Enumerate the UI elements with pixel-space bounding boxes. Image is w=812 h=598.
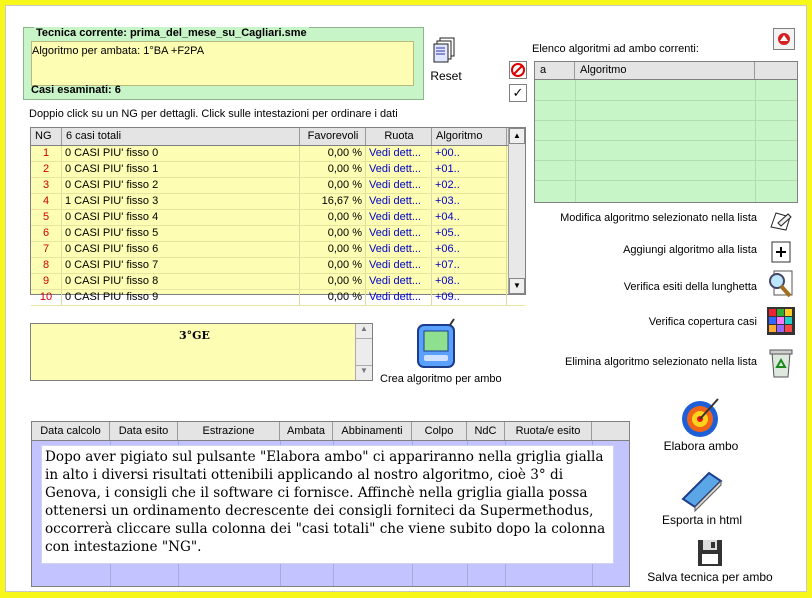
algorithm-description: Algoritmo per ambata: 1°BA +F2PA <box>32 45 205 57</box>
grid-row[interactable] <box>31 258 525 274</box>
algoritmo-cell: +09.. <box>432 290 507 305</box>
header-favorevoli[interactable]: Favorevoli <box>300 128 366 145</box>
esporta-html-button[interactable] <box>654 467 750 527</box>
favorevoli-cell: 0,00 % <box>300 146 366 161</box>
stop-button[interactable] <box>509 61 527 79</box>
list-header-algoritmo[interactable]: Algoritmo <box>575 62 755 79</box>
up-icon <box>774 29 794 49</box>
ng-cell[interactable]: 4 <box>31 194 62 209</box>
algorithm-list[interactable] <box>534 61 798 203</box>
algoritmo-cell: +08.. <box>432 274 507 289</box>
grid-row[interactable] <box>31 162 525 178</box>
scroll-down-icon[interactable]: ▼ <box>356 365 372 380</box>
favorevoli-cell: 0,00 % <box>300 258 366 273</box>
algoritmo-cell: +07.. <box>432 258 507 273</box>
casi-cell: 0 CASI PIU' fisso 0 <box>62 146 300 161</box>
favorevoli-cell: 0,00 % <box>300 242 366 257</box>
verify-outcomes-button[interactable] <box>766 269 796 299</box>
modify-algorithm-label: Modifica algoritmo selezionato nella lista <box>560 212 757 224</box>
verify-coverage-button[interactable] <box>766 306 796 336</box>
check-icon: ✓ <box>512 85 524 100</box>
create-algorithm-label: Crea algoritmo per ambo <box>380 373 502 385</box>
delete-algorithm-label: Elimina algoritmo selezionato nella lista <box>565 356 757 368</box>
casi-cell: 0 CASI PIU' fisso 9 <box>62 290 300 305</box>
casi-cell: 0 CASI PIU' fisso 2 <box>62 178 300 193</box>
header-colpo[interactable]: Colpo <box>412 422 467 440</box>
ruota-cell[interactable]: Vedi dett... <box>366 258 432 273</box>
header-data-calcolo[interactable]: Data calcolo <box>32 422 110 440</box>
header-abbinamenti[interactable]: Abbinamenti <box>333 422 412 440</box>
grid-row[interactable] <box>31 210 525 226</box>
current-technique-group <box>23 27 424 100</box>
header-estrazione[interactable]: Estrazione <box>178 422 280 440</box>
favorevoli-cell: 0,00 % <box>300 162 366 177</box>
ruota-cell[interactable]: Vedi dett... <box>366 210 432 225</box>
delete-algorithm-button[interactable] <box>766 347 796 377</box>
algoritmo-cell: +01.. <box>432 162 507 177</box>
algorithm-text <box>31 41 414 86</box>
ruota-cell[interactable]: Vedi dett... <box>366 146 432 161</box>
ng-cell[interactable]: 5 <box>31 210 62 225</box>
ng-cell[interactable]: 10 <box>31 290 62 305</box>
grid-hint: Doppio click su un NG per dettagli. Click sulle intestazioni per ordinare i dati <box>29 108 398 120</box>
target-icon <box>678 395 724 439</box>
algoritmo-cell: +03.. <box>432 194 507 209</box>
up-button[interactable] <box>773 28 795 50</box>
algoritmo-cell: +04.. <box>432 210 507 225</box>
ruota-cell[interactable]: Vedi dett... <box>366 274 432 289</box>
ruota-cell[interactable]: Vedi dett... <box>366 290 432 305</box>
header-casi-totali[interactable]: 6 casi totali <box>62 128 300 145</box>
ng-cell[interactable]: 7 <box>31 242 62 257</box>
reset-icon <box>433 36 459 64</box>
ruota-cell[interactable]: Vedi dett... <box>366 178 432 193</box>
stop-icon <box>510 62 526 78</box>
scroll-up-icon[interactable]: ▲ <box>356 324 372 339</box>
algoritmo-cell: +06.. <box>432 242 507 257</box>
algorithm-list-label: Elenco algoritmi ad ambo correnti: <box>532 43 699 55</box>
grid-row[interactable] <box>31 290 525 306</box>
verify-outcomes-label: Verifica esiti della lunghetta <box>623 281 757 293</box>
algorithm-input-text: 3°GE <box>179 329 210 342</box>
algoritmo-cell: +05.. <box>432 226 507 241</box>
tutorial-note: Dopo aver pigiato sul pulsante "Elabora ambo" ci appariranno nella griglia gialla in alto i diversi risultati ottenibili applicando al nostro algoritmo, cioè 3° di Genova, i consigli che il software ci fornisce. Affinchè nella griglia gialla possa ottenersi un ordinamento decrescente dei consigli forniteci da Supermethodus, occorrerà cliccare sulla colonna dei "casi totali" che viene subito dopo la colonna con intestazione "NG". <box>41 445 614 564</box>
header-ambata[interactable]: Ambata <box>280 422 333 440</box>
check-button[interactable] <box>509 84 527 102</box>
elabora-ambo-label: Elabora ambo <box>663 439 739 453</box>
book-icon <box>679 467 725 513</box>
results-header <box>32 422 629 441</box>
casi-cell: 0 CASI PIU' fisso 5 <box>62 226 300 241</box>
header-ruota[interactable]: Ruota <box>366 128 432 145</box>
cases-examined: Casi esaminati: 6 <box>31 84 121 96</box>
ng-cell[interactable]: 8 <box>31 258 62 273</box>
ng-cell[interactable]: 9 <box>31 274 62 289</box>
casi-cell: 0 CASI PIU' fisso 6 <box>62 242 300 257</box>
list-header-a[interactable]: a <box>535 62 575 79</box>
pda-icon <box>414 319 458 369</box>
algorithm-input-scrollbar[interactable] <box>355 324 372 380</box>
technique-title: Tecnica corrente: prima_del_mese_su_Cagliari.sme <box>36 27 307 39</box>
edit-icon <box>766 205 796 235</box>
create-algorithm-button[interactable] <box>414 319 458 369</box>
grid-row[interactable] <box>31 178 525 194</box>
favorevoli-cell: 0,00 % <box>300 274 366 289</box>
magnifier-icon <box>766 269 796 299</box>
add-algorithm-button[interactable] <box>766 238 796 268</box>
algorithm-list-header <box>535 62 797 80</box>
algorithm-list-body <box>535 80 797 202</box>
ng-cell[interactable]: 1 <box>31 146 62 161</box>
ng-cell[interactable]: 3 <box>31 178 62 193</box>
esporta-html-label: Esporta in html <box>661 513 743 527</box>
reset-label: Reset <box>430 69 462 83</box>
casi-cell: 0 CASI PIU' fisso 7 <box>62 258 300 273</box>
ruota-cell[interactable]: Vedi dett... <box>366 194 432 209</box>
header-blank <box>592 422 629 440</box>
algoritmo-cell: +00.. <box>432 146 507 161</box>
grid-body <box>31 146 525 306</box>
grid-row[interactable] <box>31 242 525 258</box>
header-ruota-esito[interactable]: Ruota/e esito <box>505 422 592 440</box>
header-algoritmo[interactable]: Algoritmo <box>432 128 507 145</box>
favorevoli-cell: 0,00 % <box>300 226 366 241</box>
list-header-blank <box>755 62 795 79</box>
ng-cell[interactable]: 2 <box>31 162 62 177</box>
grid-icon <box>766 306 796 336</box>
header-ng[interactable]: NG <box>31 128 62 145</box>
ruota-cell[interactable]: Vedi dett... <box>366 242 432 257</box>
plus-icon <box>766 238 796 268</box>
salva-tecnica-button[interactable] <box>642 538 778 584</box>
casi-cell: 0 CASI PIU' fisso 1 <box>62 162 300 177</box>
add-algorithm-label: Aggiungi algoritmo alla lista <box>623 244 757 256</box>
favorevoli-cell: 0,00 % <box>300 210 366 225</box>
grid-row[interactable] <box>31 194 525 210</box>
casi-cell: 0 CASI PIU' fisso 8 <box>62 274 300 289</box>
header-data-esito[interactable]: Data esito <box>110 422 178 440</box>
verify-coverage-label: Verifica copertura casi <box>648 316 757 328</box>
disk-icon <box>695 538 725 570</box>
algorithm-input-box[interactable] <box>30 323 373 381</box>
ng-cell[interactable]: 6 <box>31 226 62 241</box>
ruota-cell[interactable]: Vedi dett... <box>366 162 432 177</box>
grid-header <box>31 128 525 146</box>
salva-tecnica-label: Salva tecnica per ambo <box>647 570 773 584</box>
ruota-cell[interactable]: Vedi dett... <box>366 226 432 241</box>
casi-cell: 1 CASI PIU' fisso 3 <box>62 194 300 209</box>
modify-algorithm-button[interactable] <box>766 205 796 235</box>
grid-row[interactable] <box>31 146 525 162</box>
casi-cell: 0 CASI PIU' fisso 4 <box>62 210 300 225</box>
favorevoli-cell: 16,67 % <box>300 194 366 209</box>
favorevoli-cell: 0,00 % <box>300 178 366 193</box>
results-grid[interactable] <box>30 127 526 303</box>
scroll-down-icon[interactable]: ▼ <box>509 278 525 294</box>
reset-button[interactable] <box>424 36 468 83</box>
scroll-up-icon[interactable]: ▲ <box>509 128 525 144</box>
grid-row[interactable] <box>31 226 525 242</box>
grid-row[interactable] <box>31 274 525 290</box>
recycle-icon <box>766 347 796 379</box>
algoritmo-cell: +02.. <box>432 178 507 193</box>
header-ndc[interactable]: NdC <box>467 422 505 440</box>
elabora-ambo-button[interactable] <box>656 395 746 453</box>
grid-scrollbar[interactable] <box>508 128 525 294</box>
favorevoli-cell: 0,00 % <box>300 290 366 305</box>
